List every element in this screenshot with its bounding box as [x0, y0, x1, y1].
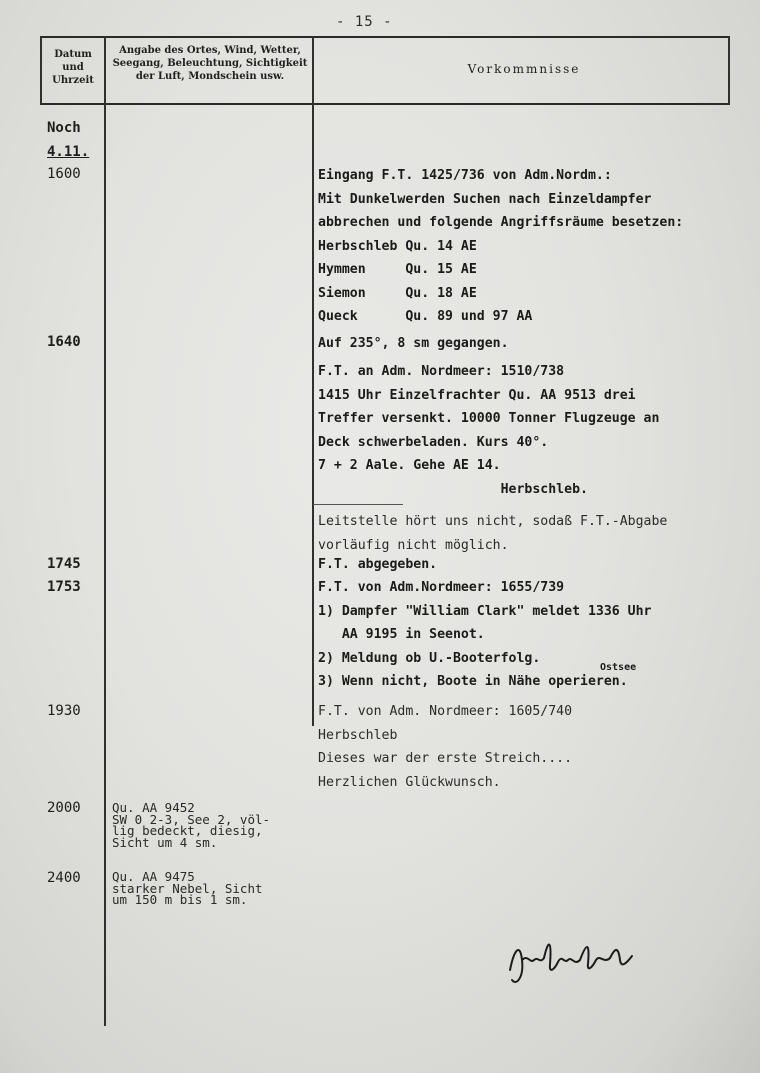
time-1745: 1745	[47, 556, 81, 572]
time-nach: Noch	[47, 120, 81, 136]
entry-leitstelle: Leitstelle hört uns nicht, sodaß F.T.-Abgabe vorläufig nicht möglich.	[318, 514, 668, 553]
time-2400: 2400	[47, 870, 81, 886]
time-1640: 1640	[47, 334, 81, 350]
time-1600: 1600	[47, 166, 81, 182]
header-datum-text: Datum und Uhrzeit	[52, 49, 94, 86]
location-2000: Qu. AA 9452 SW 0 2-3, See 2, völ- lig bedeckt, diesig, Sicht um 4 sm.	[112, 800, 271, 850]
entry-1753: F.T. von Adm.Nordmeer: 1655/739 1) Dampfer "William Clark" meldet 1336 Uhr AA 9195 in Seenot. 2) Meldung ob U.-Booterfolg. 3) Wenn nicht, Boote in Nähe operieren.	[318, 580, 652, 689]
header-vorkommnisse: Vorkommnisse	[467, 62, 581, 76]
page-number: - 15 -	[336, 14, 393, 30]
column-divider-datum	[104, 36, 106, 1026]
header-angabe-text: Angabe des Ortes, Wind, Wetter, Seegang, Beleuchtung, Sichtigkeit der Luft, Mondschein usw.	[112, 45, 308, 82]
time-1753: 1753	[47, 579, 81, 595]
entry-1745: F.T. abgegeben.	[318, 557, 438, 572]
entry-1930: F.T. von Adm. Nordmeer: 1605/740 Herbschleb Dieses war der erste Streich.... Herzlichen Glückwunsch.	[318, 704, 573, 790]
header-angabe	[108, 44, 312, 83]
signature-image	[500, 930, 650, 990]
header-bottom-rule	[40, 103, 730, 105]
entry-separator	[313, 504, 403, 505]
entry-1600: Eingang F.T. 1425/736 von Adm.Nordm.: Mit Dunkelwerden Suchen nach Einzeldampfer abbrechen und folgende Angriffsräume besetzen: Herbschleb Qu. 14 AE Hymmen Qu. 15 AE Siemon Qu. 18 AE Queck Qu. 89 und 97 AA	[318, 168, 684, 324]
handwritten-annotation: Ostsee	[600, 662, 637, 673]
header-datum	[42, 48, 104, 87]
time-date: 4.11.	[47, 144, 90, 160]
entry-ft-report: F.T. an Adm. Nordmeer: 1510/738 1415 Uhr Einzelfrachter Qu. AA 9513 drei Treffer versenkt. 10000 Tonner Flugzeuge an Deck schwerbeladen. Kurs 40°. 7 + 2 Aale. Gehe AE 14. Herbschleb.	[318, 364, 660, 497]
column-divider-vorkommnisse	[312, 36, 314, 726]
location-2400: Qu. AA 9475 starker Nebel, Sicht um 150 m bis 1 sm.	[112, 869, 263, 907]
time-1930: 1930	[47, 703, 81, 719]
entry-1640: Auf 235°, 8 sm gegangen.	[318, 336, 509, 351]
time-2000: 2000	[47, 800, 81, 816]
header-top-rule	[40, 36, 730, 38]
